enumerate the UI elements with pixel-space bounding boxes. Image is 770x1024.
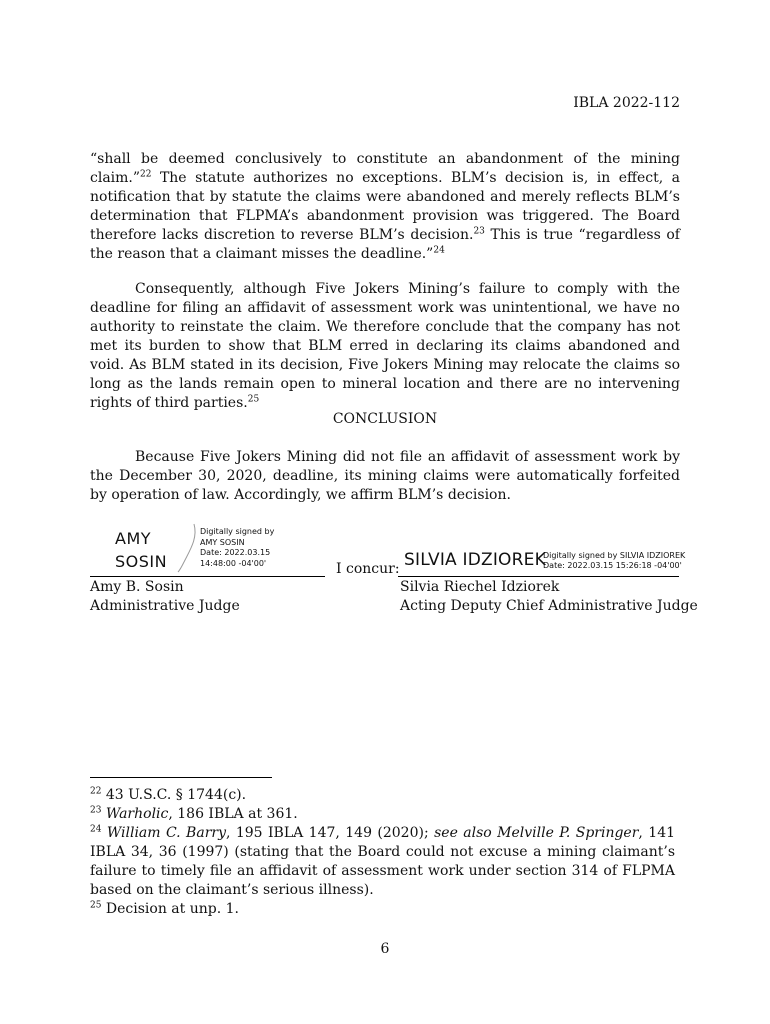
signature-line-2 (398, 576, 679, 577)
footnote-divider (90, 777, 272, 778)
signature-name-line2: SOSIN (115, 552, 168, 571)
footnote-ref-23: 23 (473, 226, 485, 237)
footnote-text-22: 43 U.S.C. § 1744(c). (101, 787, 247, 803)
concur-label: I concur: (336, 561, 400, 577)
signature-silvia-idziorek: SILVIA IDZIOREK (404, 550, 546, 570)
judge-2-block (400, 578, 698, 616)
digital-signature-stamp-1 (200, 527, 274, 569)
page-number: 6 (380, 941, 390, 957)
case-number: IBLA 2022-112 (573, 95, 680, 111)
signature-name-line1: AMY (115, 529, 152, 548)
judge-1-title: Administrative Judge (90, 598, 240, 614)
section-heading: CONCLUSION (332, 411, 438, 427)
footnote-23-case: Warholic (105, 806, 169, 822)
footnote-text-24a: , 195 IBLA 147, 149 (2020); (226, 825, 435, 841)
judge-2-name: Silvia Riechel Idziorek (400, 579, 560, 595)
footnote-24 (90, 824, 675, 900)
footnote-24-case-1: William C. Barry (106, 825, 226, 841)
footnote-text-24b: , 141 IBLA 34, 36 (1997) (stating that the Board could not excuse a mining claimant’s failure to timely file an affidavit of assessment work under section 314 of FLPMA based on the claimant’s serious illness). (90, 825, 676, 898)
footnote-num-22: 22 (90, 786, 102, 797)
digital-signature-stamp-2 (543, 551, 685, 571)
signature-amy-sosin (115, 527, 167, 573)
footnote-text-23: , 186 IBLA at 361. (168, 806, 298, 822)
judge-1-name: Amy B. Sosin (90, 579, 184, 595)
paragraph-3: Because Five Jokers Mining did not file an affidavit of assessment work by the December 30, 2020, deadline, its mining claims were automatically forfeited by operation of law. Accordingly, we affirm BLM’s decision. (90, 449, 680, 503)
signature-line-1 (90, 576, 325, 577)
footnote-ref-24: 24 (433, 245, 445, 256)
footnote-num-24: 24 (90, 824, 102, 835)
footnote-22 (90, 786, 675, 805)
footnote-ref-22: 22 (140, 169, 152, 180)
stamp1-line1: Digitally signed by (200, 527, 275, 536)
p1-text-a: “shall be deemed conclusively to constitute an abandonment of the mining claim.” (90, 151, 680, 186)
judge-2-title: Acting Deputy Chief Administrative Judge (400, 598, 698, 614)
footnote-num-23: 23 (90, 805, 102, 816)
stamp2-line2: Date: 2022.03.15 15:26:18 -04'00' (543, 561, 682, 570)
footnote-24-case-2: see also Melville P. Springer (434, 825, 639, 841)
judge-1-block (90, 578, 240, 616)
p2-text: Consequently, although Five Jokers Mining’s failure to comply with the deadline for filing an affidavit of assessment work was unintentional, we have no authority to reinstate the claim. We therefore conclude that the company has not met its burden to show that BLM erred in declaring its claims abandoned and void. As BLM stated in its decision, Five Jokers Mining may relocate the claims so long as the lands remain open to mineral location and there are no intervening rights of third parties. (90, 281, 680, 411)
footnotes (90, 786, 675, 919)
footnote-ref-25: 25 (247, 394, 260, 405)
stamp1-line4: 14:48:00 -04'00' (200, 558, 267, 568)
footnote-23 (90, 805, 675, 824)
paragraph-2 (90, 280, 680, 413)
stamp1-line2: AMY SOSIN (200, 537, 245, 547)
stamp2-line1: Digitally signed by SILVIA IDZIOREK (543, 551, 686, 560)
p1-text-b: The statute authorizes no exceptions. BLM’s decision is, in effect, a notification that by statute the claims were abandoned and merely reflects BLM’s determination that FLPMA’s abandonment provision was triggered. The Board therefore lacks discretion to reverse BLM’s decision. (90, 170, 680, 243)
paragraph-1 (90, 150, 680, 264)
stamp1-line3: Date: 2022.03.15 (200, 548, 271, 557)
p1-text-c: This is true “regardless of the reason that a claimant misses the deadline.” (90, 227, 680, 262)
signature-flourish-icon (176, 522, 198, 574)
footnote-25 (90, 900, 675, 919)
footnote-num-25: 25 (90, 900, 102, 911)
footnote-text-25: Decision at unp. 1. (101, 901, 239, 917)
